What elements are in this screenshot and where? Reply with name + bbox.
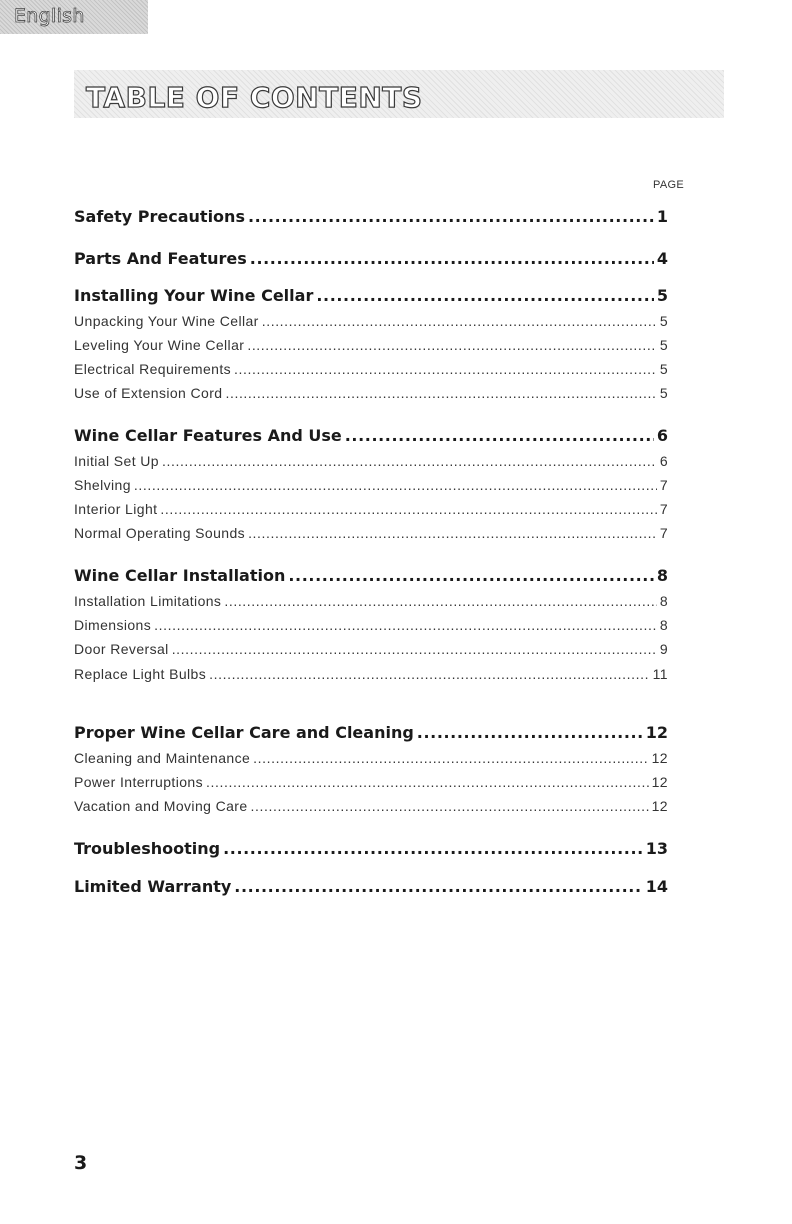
dot-leader	[251, 798, 649, 814]
toc-entry-safety-precautions[interactable]	[74, 207, 668, 226]
toc-entry-label: Installation Limitations	[74, 593, 222, 609]
toc-entry-label: Leveling Your Wine Cellar	[74, 337, 245, 353]
toc-entry-door-reversal[interactable]	[74, 641, 668, 657]
dot-leader	[172, 641, 657, 657]
toc-entry-page: 5	[659, 313, 668, 329]
toc-entry-label: Limited Warranty	[74, 877, 232, 896]
dot-leader	[162, 453, 657, 469]
dot-leader	[223, 839, 643, 858]
toc-entry-initial-set-up[interactable]	[74, 453, 668, 469]
dot-leader	[234, 877, 642, 896]
dot-leader	[224, 593, 656, 609]
toc-entry-page: 5	[656, 286, 668, 305]
dot-leader	[417, 723, 643, 742]
toc-entry-page: 8	[659, 617, 668, 633]
toc-entry-label: Proper Wine Cellar Care and Cleaning	[74, 723, 414, 742]
toc-entry-label: Use of Extension Cord	[74, 385, 223, 401]
toc-entry-wine-cellar-installation[interactable]	[74, 566, 668, 585]
toc-entry-label: Wine Cellar Features And Use	[74, 426, 342, 445]
dot-leader	[250, 249, 654, 268]
toc-entry-page: 12	[651, 774, 668, 790]
toc-entry-page: 14	[645, 877, 668, 896]
page-column-label: PAGE	[653, 179, 684, 191]
dot-leader	[248, 525, 657, 541]
toc-entry-label: Installing Your Wine Cellar	[74, 286, 314, 305]
toc-entry-label: Troubleshooting	[74, 839, 221, 858]
toc-entry-label: Door Reversal	[74, 641, 169, 657]
dot-leader	[345, 426, 654, 445]
toc-entry-page: 12	[645, 723, 668, 742]
toc-entry-cleaning-maintenance[interactable]	[74, 750, 668, 766]
toc-entry-extension-cord[interactable]	[74, 385, 668, 401]
language-label: English	[14, 5, 85, 27]
toc-entry-page: 5	[659, 361, 668, 377]
dot-leader	[234, 361, 657, 377]
toc-entry-interior-light[interactable]	[74, 501, 668, 517]
toc-entry-replace-light-bulbs[interactable]	[74, 666, 668, 682]
toc-entry-troubleshooting[interactable]	[74, 839, 668, 858]
toc-entry-page: 4	[656, 249, 668, 268]
toc-entry-page: 7	[659, 525, 668, 541]
toc-entry-page: 9	[659, 641, 668, 657]
toc-entry-operating-sounds[interactable]	[74, 525, 668, 541]
toc-entry-page: 12	[651, 798, 668, 814]
dot-leader	[206, 774, 649, 790]
dot-leader	[253, 750, 648, 766]
toc-entry-label: Replace Light Bulbs	[74, 666, 207, 682]
toc-entry-label: Initial Set Up	[74, 453, 159, 469]
toc-entry-unpacking[interactable]	[74, 313, 668, 329]
dot-leader	[154, 617, 657, 633]
toc-entry-label: Parts And Features	[74, 249, 247, 268]
toc-entry-label: Wine Cellar Installation	[74, 566, 286, 585]
toc-entry-label: Safety Precautions	[74, 207, 245, 226]
toc-entry-label: Cleaning and Maintenance	[74, 750, 251, 766]
toc-entry-dimensions[interactable]	[74, 617, 668, 633]
toc-entry-page: 6	[659, 453, 668, 469]
toc-entry-limited-warranty[interactable]	[74, 877, 668, 896]
toc-entry-page: 8	[656, 566, 668, 585]
toc-entry-label: Interior Light	[74, 501, 158, 517]
page-title: TABLE OF CONTENTS	[86, 81, 423, 114]
toc-entry-vacation-moving-care[interactable]	[74, 798, 668, 814]
toc-entry-care-and-cleaning[interactable]	[74, 723, 668, 742]
toc-entry-leveling[interactable]	[74, 337, 668, 353]
toc-entry-page: 12	[651, 750, 668, 766]
toc-entry-shelving[interactable]	[74, 477, 668, 493]
toc-entry-page: 5	[659, 337, 668, 353]
toc-entry-page: 7	[659, 477, 668, 493]
toc-entry-installing-your-wine-cellar[interactable]	[74, 286, 668, 305]
dot-leader	[288, 566, 654, 585]
dot-leader	[225, 385, 656, 401]
toc-entry-label: Unpacking Your Wine Cellar	[74, 313, 259, 329]
dot-leader	[247, 337, 656, 353]
toc-entry-page: 1	[656, 207, 668, 226]
page-number: 3	[74, 1152, 88, 1174]
toc-entry-page: 8	[659, 593, 668, 609]
toc-entry-page: 13	[645, 839, 668, 858]
dot-leader	[248, 207, 654, 226]
toc-entry-page: 5	[659, 385, 668, 401]
toc-entry-label: Dimensions	[74, 617, 152, 633]
toc-entry-label: Shelving	[74, 477, 131, 493]
toc-entry-label: Electrical Requirements	[74, 361, 232, 377]
language-tab	[0, 0, 148, 34]
dot-leader	[160, 501, 656, 517]
toc-entry-label: Normal Operating Sounds	[74, 525, 246, 541]
toc-entry-label: Vacation and Moving Care	[74, 798, 248, 814]
toc-entry-label: Power Interruptions	[74, 774, 203, 790]
dot-leader	[209, 666, 650, 682]
toc-entry-page: 7	[659, 501, 668, 517]
toc-entry-page: 11	[652, 666, 668, 682]
dot-leader	[316, 286, 654, 305]
toc-entry-electrical-requirements[interactable]	[74, 361, 668, 377]
toc-entry-features-and-use[interactable]	[74, 426, 668, 445]
toc-entry-page: 6	[656, 426, 668, 445]
toc-entry-power-interruptions[interactable]	[74, 774, 668, 790]
dot-leader	[262, 313, 657, 329]
toc-entry-installation-limitations[interactable]	[74, 593, 668, 609]
toc-entry-parts-and-features[interactable]	[74, 249, 668, 268]
dot-leader	[134, 477, 657, 493]
